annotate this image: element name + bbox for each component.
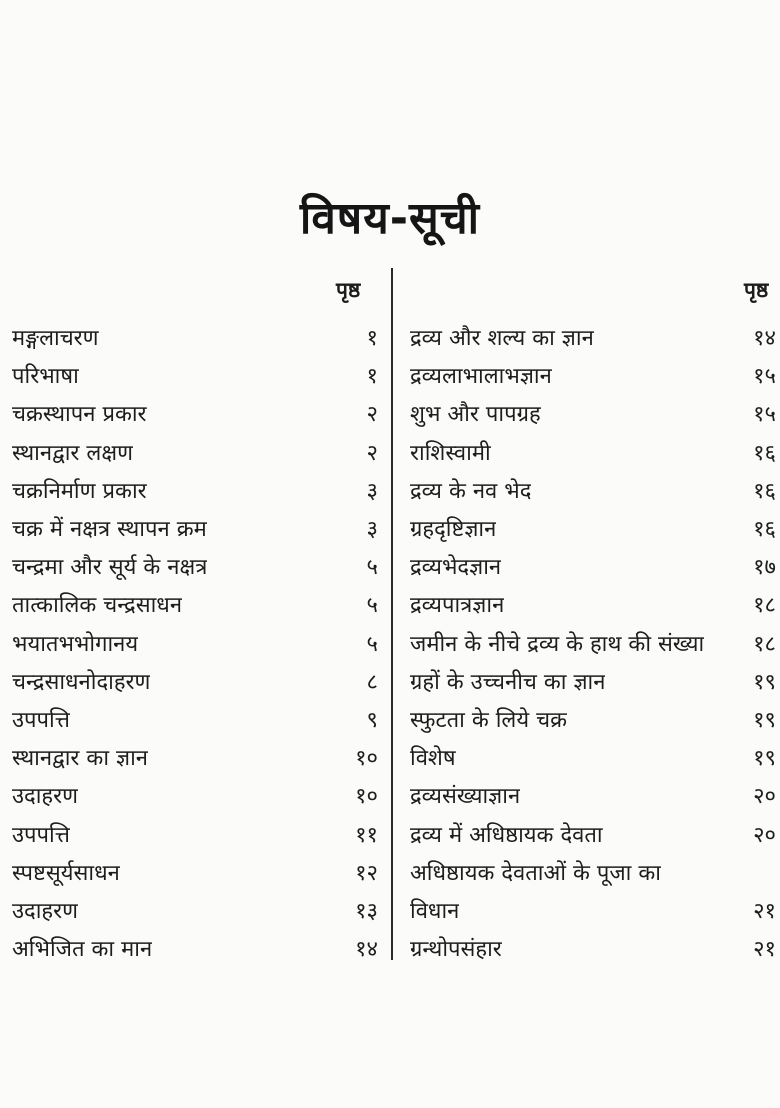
left-contents-column (12, 318, 378, 967)
toc-entry (410, 509, 776, 547)
toc-entry-page: ९ (366, 707, 378, 733)
toc-entry-title: मङ्गलाचरण (12, 326, 99, 352)
toc-entry-page: १५ (753, 364, 776, 390)
toc-entry-page: १६ (753, 478, 776, 504)
right-contents-column (410, 318, 776, 967)
toc-entry-page: ११ (355, 822, 378, 848)
toc-entry (12, 853, 378, 891)
toc-entry-page: २० (753, 822, 776, 848)
toc-entry (410, 547, 776, 585)
toc-entry-page: ५ (366, 631, 378, 657)
toc-entry (410, 700, 776, 738)
toc-entry (12, 547, 378, 585)
toc-entry (410, 738, 776, 776)
toc-entry (410, 814, 776, 852)
toc-entry (410, 624, 776, 662)
toc-entry-title: चक्रनिर्माण प्रकार (12, 478, 147, 504)
toc-entry (12, 585, 378, 623)
toc-entry-title: द्रव्य में अधिष्ठायक देवता (410, 822, 603, 848)
toc-entry-page: १९ (753, 669, 776, 695)
toc-entry-title: उपपत्ति (12, 707, 70, 733)
toc-entry-title: स्थानद्वार लक्षण (12, 440, 134, 466)
toc-entry (410, 662, 776, 700)
toc-entry-page: १६ (753, 440, 776, 466)
toc-entry-title: उपपत्ति (12, 822, 70, 848)
page-title: विषय-सूची (299, 193, 481, 244)
toc-entry-title: द्रव्य और शल्य का ज्ञान (410, 326, 594, 352)
toc-entry-title: चक्रस्थापन प्रकार (12, 402, 147, 428)
toc-entry-page: १८ (753, 631, 776, 657)
toc-entry-title: विशेष (410, 746, 456, 772)
toc-entry (12, 738, 378, 776)
toc-entry-title: द्रव्य के नव भेद (410, 478, 532, 504)
toc-entry-page: २१ (753, 937, 776, 963)
toc-entry-title: द्रव्यपात्रज्ञान (410, 593, 505, 619)
toc-entry-title: द्रव्यलाभालाभज्ञान (410, 364, 552, 390)
toc-entry (12, 509, 378, 547)
left-page-header: पृष्ठ (336, 278, 361, 302)
toc-entry (12, 433, 378, 471)
column-divider (391, 268, 393, 960)
right-page-header: पृष्ठ (744, 278, 769, 302)
toc-entry (12, 356, 378, 394)
toc-entry-page: १४ (355, 937, 378, 963)
toc-entry-title: ग्रन्थोपसंहार (410, 937, 502, 963)
toc-entry (12, 776, 378, 814)
toc-entry-page: १६ (753, 517, 776, 543)
toc-entry-title: ग्रहदृष्टिज्ञान (410, 517, 497, 543)
toc-entry-title: स्थानद्वार का ज्ञान (12, 746, 149, 772)
toc-entry-page: १३ (355, 898, 378, 924)
toc-entry-page: २१ (753, 898, 776, 924)
toc-entry-title: ग्रहों के उच्चनीच का ज्ञान (410, 669, 606, 695)
toc-entry-title: द्रव्यसंख्याज्ञान (410, 784, 521, 810)
toc-entry (12, 662, 378, 700)
toc-entry-page: १५ (753, 402, 776, 428)
toc-entry-page: १९ (753, 746, 776, 772)
toc-entry (410, 585, 776, 623)
toc-entry-title: चक्र में नक्षत्र स्थापन क्रम (12, 517, 207, 543)
toc-entry (410, 433, 776, 471)
toc-entry-title: उदाहरण (12, 784, 79, 810)
toc-entry-page: १० (355, 784, 378, 810)
toc-entry-page: १७ (753, 555, 776, 581)
toc-entry-title: चन्द्रसाधनोदाहरण (12, 669, 151, 695)
toc-entry-title: चन्द्रमा और सूर्य के नक्षत्र (12, 555, 208, 581)
toc-entry-page: ८ (366, 669, 378, 695)
toc-entry-title: परिभाषा (12, 364, 79, 390)
toc-entry-title: विधान (410, 898, 460, 924)
toc-entry (410, 356, 776, 394)
toc-entry-page: ५ (366, 555, 378, 581)
toc-entry-page: १४ (753, 326, 776, 352)
toc-entry (410, 394, 776, 432)
toc-entry (410, 318, 776, 356)
toc-entry-page: ३ (366, 517, 378, 543)
toc-entry-title: उदाहरण (12, 898, 79, 924)
toc-entry-title: जमीन के नीचे द्रव्य के हाथ की संख्या (410, 631, 705, 657)
toc-entry (12, 891, 378, 929)
toc-entry (12, 394, 378, 432)
toc-entry-page: १ (366, 364, 378, 390)
toc-entry-page: १ (366, 326, 378, 352)
toc-entry (410, 853, 776, 891)
toc-entry-page: ५ (366, 593, 378, 619)
toc-entry-page: ३ (366, 478, 378, 504)
toc-entry-page: २ (366, 440, 378, 466)
toc-entry-title: शुभ और पापग्रह (410, 402, 541, 428)
toc-entry-title: भयातभभोगानय (12, 631, 139, 657)
toc-entry-page: १९ (753, 707, 776, 733)
toc-entry (410, 929, 776, 967)
toc-entry (12, 814, 378, 852)
toc-entry-page: १० (355, 746, 378, 772)
toc-entry-page: १८ (753, 593, 776, 619)
toc-entry (410, 891, 776, 929)
toc-entry-page: १२ (355, 860, 378, 886)
toc-entry (12, 624, 378, 662)
toc-entry (410, 776, 776, 814)
toc-entry (12, 318, 378, 356)
toc-entry-title: अभिजित का मान (12, 937, 153, 963)
toc-entry-title: स्पष्टसूर्यसाधन (12, 860, 120, 886)
toc-entry (410, 471, 776, 509)
toc-entry-page: २ (366, 402, 378, 428)
toc-entry-page: २० (753, 784, 776, 810)
toc-entry (12, 471, 378, 509)
toc-entry-title: तात्कालिक चन्द्रसाधन (12, 593, 183, 619)
toc-entry-title: स्फुटता के लिये चक्र (410, 707, 567, 733)
toc-entry-title: अधिष्ठायक देवताओं के पूजा का (410, 860, 661, 886)
toc-entry (12, 929, 378, 967)
toc-entry-title: द्रव्यभेदज्ञान (410, 555, 502, 581)
toc-entry-title: राशिस्वामी (410, 440, 491, 466)
toc-entry (12, 700, 378, 738)
